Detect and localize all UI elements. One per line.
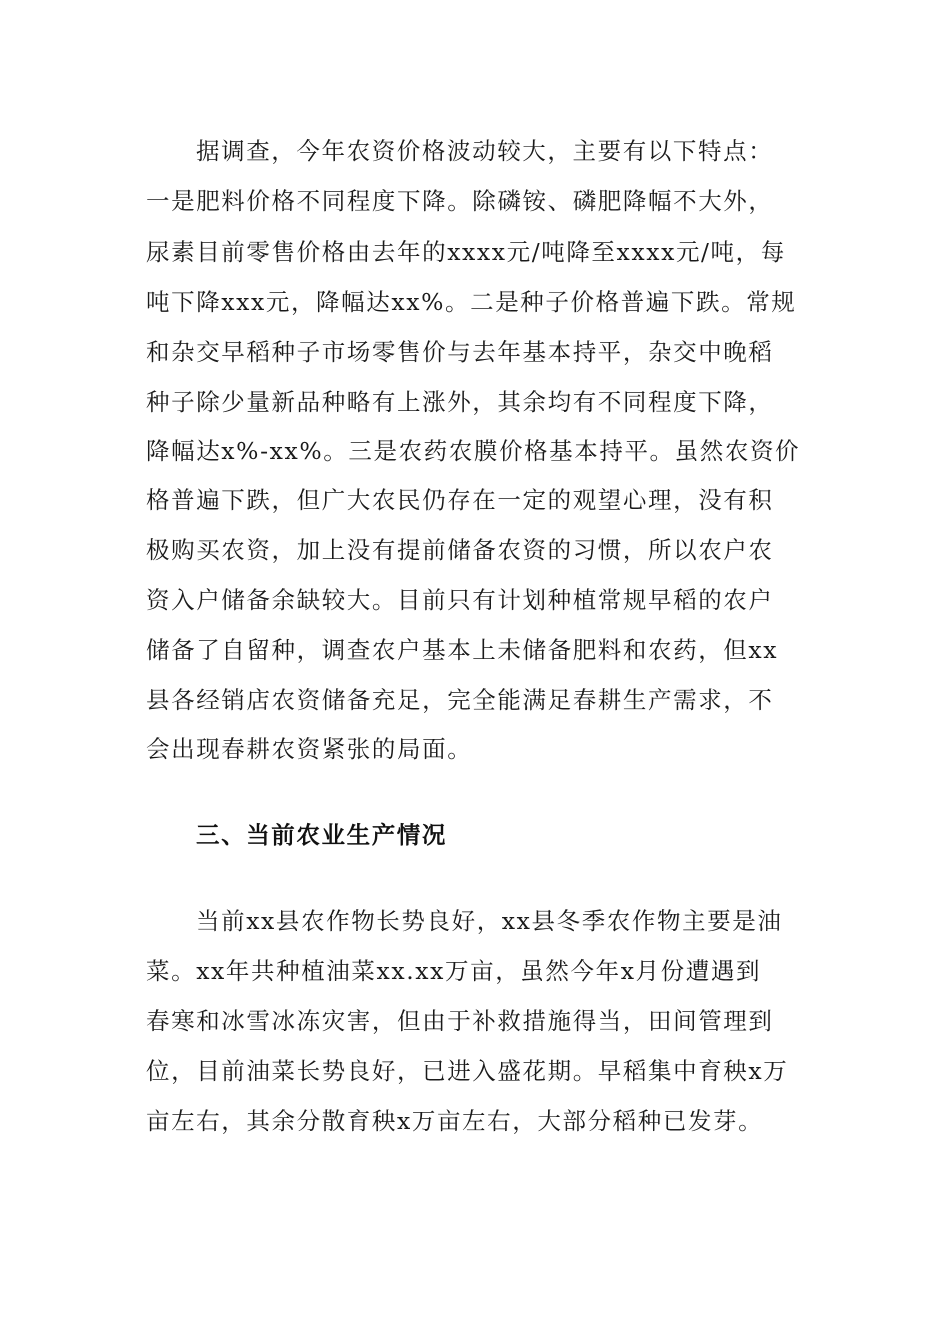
paragraph-line: 极购买农资，加上没有提前储备农资的习惯，所以农户农	[146, 536, 774, 564]
paragraph-line: 据调查，今年农资价格波动较大，主要有以下特点：	[196, 137, 774, 165]
paragraph-line: 县各经销店农资储备充足，完全能满足春耕生产需求，不	[146, 686, 774, 714]
paragraph-line: 尿素目前零售价格由去年的xxxx元/吨降至xxxx元/吨，每	[146, 238, 786, 266]
paragraph-line: 储备了自留种，调查农户基本上未储备肥料和农药，但xx	[146, 636, 779, 664]
paragraph-line: 格普遍下跌，但广大农民仍存在一定的观望心理，没有积	[146, 486, 774, 514]
paragraph-line: 资入户储备余缺较大。目前只有计划种植常规早稻的农户	[146, 586, 774, 614]
paragraph-line: 位，目前油菜长势良好，已进入盛花期。早稻集中育秧x万	[146, 1057, 789, 1085]
paragraph-line: 和杂交早稻种子市场零售价与去年基本持平，杂交中晚稻	[146, 338, 774, 366]
paragraph-line: 春寒和冰雪冰冻灾害，但由于补救措施得当，田间管理到	[146, 1007, 774, 1035]
paragraph-line: 一是肥料价格不同程度下降。除磷铵、磷肥降幅不大外，	[146, 187, 774, 215]
paragraph-line: 亩左右，其余分散育秧x万亩左右，大部分稻种已发芽。	[146, 1107, 764, 1135]
paragraph-line: 会出现春耕农资紧张的局面。	[146, 735, 473, 763]
paragraph-line: 降幅达x%-xx%。三是农药农膜价格基本持平。虽然农资价	[146, 437, 801, 465]
paragraph-line: 菜。xx年共种植油菜xx.xx万亩，虽然今年x月份遭遇到	[146, 957, 762, 985]
paragraph-line: 种子除少量新品种略有上涨外，其余均有不同程度下降，	[146, 388, 774, 416]
paragraph-line: 当前xx县农作物长势良好，xx县冬季农作物主要是油	[196, 907, 783, 935]
section-heading: 三、当前农业生产情况	[196, 821, 447, 849]
paragraph-line: 吨下降xxx元，降幅达xx%。二是种子价格普遍下跌。常规	[146, 288, 797, 316]
